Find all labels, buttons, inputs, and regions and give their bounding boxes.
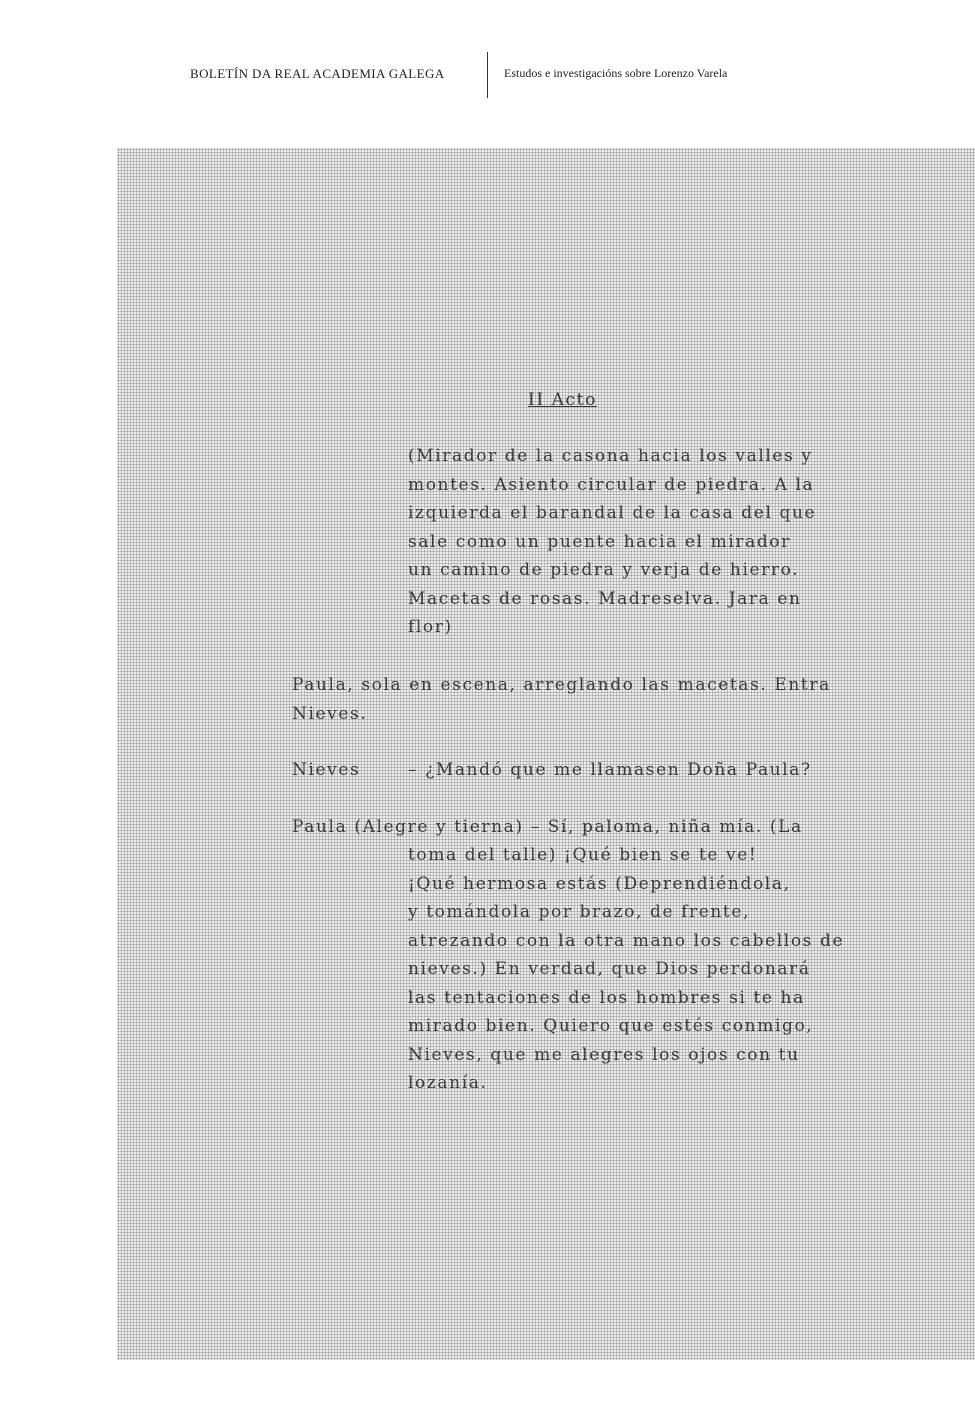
stage-direction-line: (Mirador de la casona hacia los valles y: [408, 446, 813, 466]
speech-line: atrezando con la otra mano los cabellos de: [408, 930, 845, 951]
stage-direction: [408, 442, 816, 642]
speech-line: toma del talle) ¡Qué bien se te ve!: [408, 845, 758, 865]
speech-paula-first-line: Paula (Alegre y tierna) – Sí, paloma, niña mía. (La: [292, 817, 803, 837]
journal-title: BOLETÍN DA REAL ACADEMIA GALEGA: [190, 66, 445, 81]
stage-direction-line: un camino de piedra y verja de hierro.: [408, 560, 800, 580]
speech-paula: [408, 841, 844, 1098]
speech-line: lozanía.: [408, 1073, 488, 1093]
stage-direction-line: flor): [408, 617, 453, 637]
speech-line: Nieves, que me alegres los ojos con tu: [408, 1044, 800, 1065]
speech-line: nieves.) En verdad, que Dios perdonará: [408, 959, 811, 979]
scanned-typescript-page: [117, 148, 975, 1360]
stage-direction-line: izquierda el barandal de la casa del que: [408, 503, 817, 523]
running-header: [0, 66, 975, 82]
scene-note-line: Paula, sola en escena, arreglando las macetas. Entra: [292, 675, 831, 695]
speaker-nieves: Nieves: [292, 760, 361, 780]
speech-line: mirado bien. Quiero que estés conmigo,: [408, 1016, 814, 1036]
section-title: Estudos e investigacións sobre Lorenzo Varela: [504, 66, 728, 80]
act-title: II Acto: [528, 390, 597, 410]
stage-direction-line: Macetas de rosas. Madreselva. Jara en: [408, 588, 802, 609]
speech-line: las tentaciones de los hombres si te ha: [408, 987, 805, 1008]
stage-direction-line: sale como un puente hacia el mirador: [408, 531, 791, 552]
scene-note-line: Nieves.: [292, 703, 368, 724]
speech-nieves: [408, 756, 812, 785]
header-divider: [487, 52, 488, 98]
scene-note: [292, 671, 831, 728]
stage-direction-line: montes. Asiento circular de piedra. A la: [408, 474, 815, 495]
speech-line: y tomándola por brazo, de frente,: [408, 902, 751, 922]
speech-line: – ¿Mandó que me llamasen Doña Paula?: [408, 760, 812, 780]
speech-line: ¡Qué hermosa estás (Deprendiéndola,: [408, 873, 791, 894]
